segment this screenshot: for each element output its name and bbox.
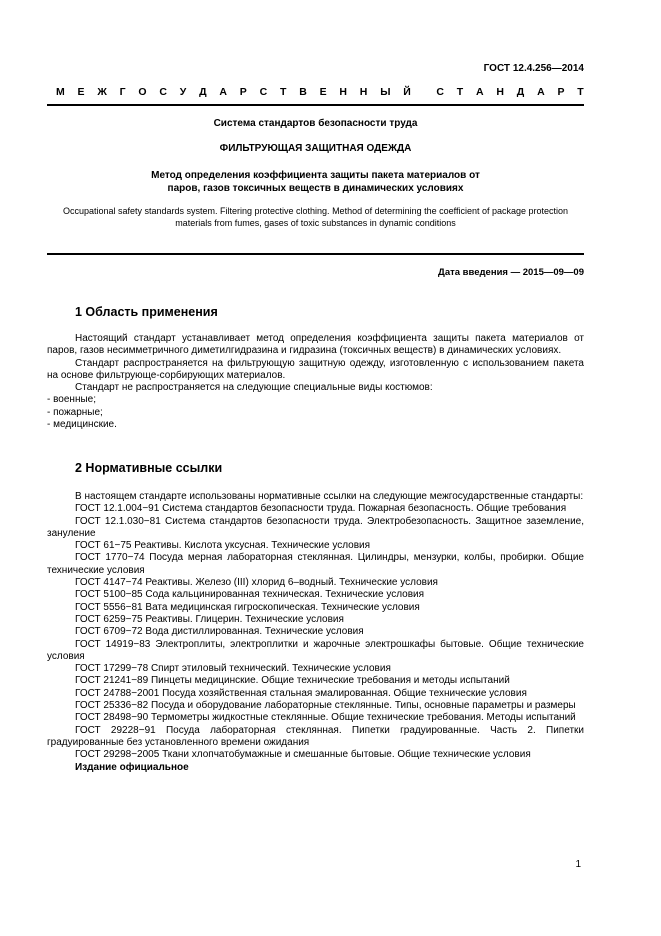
banner-letter: А (219, 86, 227, 98)
paragraph: Стандарт распространяется на фильтрующую защитную одежду, изготовленную с использованием пакета на основе фильтрующе-сорбирующих материалов. (47, 357, 584, 381)
reference-item: ГОСТ 12.1.030−81 Система стандартов безопасности труда. Электробезопасность. Защитное заземление, зануление (47, 515, 584, 539)
reference-item: ГОСТ 5100−85 Сода кальцинированная техническая. Технические условия (75, 589, 425, 601)
paragraph: В настоящем стандарте использованы нормативные ссылки на следующие межгосударственные стандарты: (75, 491, 584, 502)
reference-list (47, 503, 584, 761)
banner-letter: Н (359, 86, 368, 98)
banner-letter: С (436, 86, 444, 98)
banner-letter: Д (199, 86, 207, 98)
banner-letter: С (259, 86, 268, 98)
banner-letter: Т (456, 86, 464, 98)
reference-item: ГОСТ 28498−90 Термометры жидкостные стеклянные. Общие технические требования. Методы испытаний (75, 712, 576, 724)
banner-letter: А (476, 86, 484, 98)
banner-letter: Г (119, 86, 126, 98)
banner-letter: Ж (97, 86, 107, 98)
reference-item: ГОСТ 61−75 Реактивы. Кислота уксусная. Технические условия (75, 540, 371, 552)
banner-letter: Р (239, 86, 247, 98)
list-item: - пожарные; (47, 406, 103, 418)
top-rule (47, 104, 584, 106)
banner-letter: В (299, 86, 307, 98)
reference-item: ГОСТ 4147−74 Реактивы. Железо (III) хлорид 6–водный. Технические условия (75, 577, 438, 589)
banner-letter: Т (577, 86, 584, 98)
reference-item: ГОСТ 21241−89 Пинцеты медицинские. Общие технические требования и методы испытаний (75, 675, 510, 687)
banner-letter: Р (557, 86, 565, 98)
banner-letter: Е (319, 86, 327, 98)
method-title (47, 169, 584, 195)
official-edition-label: Издание официальное (75, 761, 189, 773)
reference-item: ГОСТ 25336−82 Посуда и оборудование лабораторные стеклянные. Типы, основные параметры и размеры (75, 700, 576, 712)
reference-item: ГОСТ 29298−2005 Ткани хлопчатобумажные и смешанные бытовые. Общие технические условия (75, 749, 531, 761)
reference-item: ГОСТ 14919−83 Электроплиты, электроплитки и жарочные электрошкафы бытовые. Общие технические условия (47, 638, 584, 662)
reference-item: ГОСТ 12.1.004−91 Система стандартов безопасности труда. Пожарная безопасность. Общие требования (75, 503, 567, 515)
banner-letter: А (537, 86, 545, 98)
section-heading: 1 Область применения (75, 305, 218, 319)
reference-item: ГОСТ 5556−81 Вата медицинская гигроскопическая. Технические условия (75, 601, 420, 613)
paragraph: Настоящий стандарт устанавливает метод определения коэффициента защиты пакета материалов от паров, газов несимметричного диметилгидразина и гидразина (токсичных веществ) в динамических условиях. (47, 333, 584, 357)
section-references (47, 461, 584, 774)
reference-item: ГОСТ 29228−91 Посуда лабораторная стеклянная. Пипетки градуированные. Часть 2. Пипетки градуированные без установленного времени ожидания (47, 724, 584, 748)
document-title: ФИЛЬТРУЮЩАЯ ЗАЩИТНАЯ ОДЕЖДА (219, 143, 412, 154)
paragraph: Стандарт не распространяется на следующие специальные виды костюмов: (75, 382, 433, 394)
standard-code: ГОСТ 12.4.256—2014 (483, 63, 584, 74)
reference-item: ГОСТ 17299−78 Спирт этиловый технический. Технические условия (75, 663, 391, 675)
reference-item: ГОСТ 1770−74 Посуда мерная лабораторная стеклянная. Цилиндры, мензурки, колбы, пробирки. Общие технические условия (47, 552, 584, 576)
banner-letter: У (179, 86, 187, 98)
banner-letter: Н (339, 86, 347, 98)
interstate-standard-banner (56, 86, 584, 98)
banner-letter: Т (279, 86, 287, 98)
method-title-line2: паров, газов токсичных веществ в динамических условиях (167, 183, 464, 194)
list-item: - военные; (47, 394, 97, 406)
reference-item: ГОСТ 6259−75 Реактивы. Глицерин. Технические условия (75, 613, 344, 625)
reference-item: ГОСТ 6709−72 Вода дистиллированная. Технические условия (75, 626, 364, 638)
reference-item: ГОСТ 24788−2001 Посуда хозяйственная стальная эмалированная. Общие технические условия (75, 687, 527, 699)
section-heading: 2 Нормативные ссылки (75, 461, 223, 475)
banner-letter: С (159, 86, 167, 98)
banner-letter: Д (516, 86, 525, 98)
page-number: 1 (575, 859, 581, 870)
english-title: Occupational safety standards system. Filtering protective clothing. Method of determining the coefficient of package protection materials from fumes, gases of toxic substances in dynamic conditions (62, 206, 569, 228)
banner-letter: М (56, 86, 65, 98)
banner-letter: О (138, 86, 147, 98)
list-item: - медицинские. (47, 419, 117, 431)
banner-letter: Н (496, 86, 504, 98)
banner-letter: Е (77, 86, 85, 98)
banner-letter: Ы (380, 86, 391, 98)
section-scope (47, 305, 584, 431)
method-title-line1: Метод определения коэффициента защиты пакета материалов от (151, 170, 480, 181)
bottom-rule (47, 253, 584, 255)
system-title: Система стандартов безопасности труда (213, 118, 418, 129)
banner-letter: Й (403, 86, 411, 98)
introduction-date: Дата введения — 2015—09—09 (438, 267, 584, 278)
